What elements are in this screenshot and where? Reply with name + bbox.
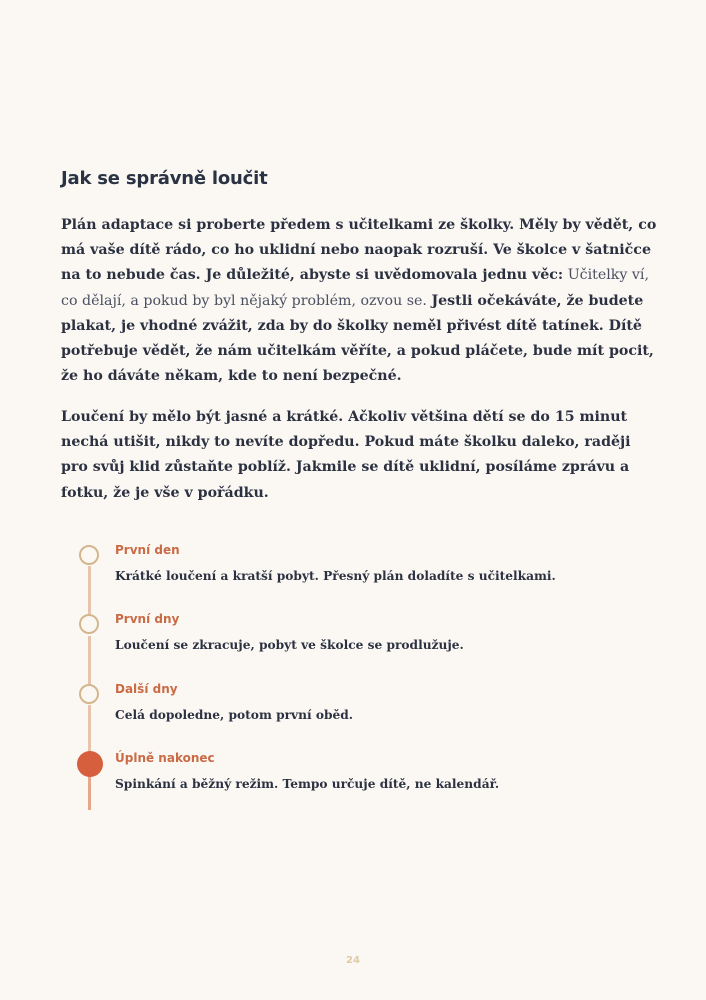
- paragraph-text: Plán adaptace si proberte předem s učitelkami ze školky. Měly by vědět, co má vaše dítě rádo, co ho uklidní nebo naopak rozruší. Ve školce v šatničce na to nebude čas. Je důležité, abyste si uvědomovala jednu věc:: [61, 217, 657, 284]
- timeline-step-title: První dny: [115, 612, 180, 626]
- timeline-step-text: Loučení se zkracuje, pobyt ve školce se prodlužuje.: [115, 638, 464, 652]
- timeline-connector: [88, 636, 91, 684]
- timeline-step-text: Spinkání a běžný režim. Tempo určuje dítě, ne kalendář.: [115, 777, 500, 791]
- timeline-step-title: První den: [115, 543, 180, 557]
- timeline-step-title: Další dny: [115, 682, 178, 696]
- timeline-connector: [88, 566, 91, 614]
- timeline-dot-current: [77, 751, 103, 777]
- teacher-quote: Učitelky ví, co dělají, a pokud by byl nějaký problém, ozvou se.: [61, 267, 649, 309]
- timeline-dot: [79, 684, 99, 704]
- timeline-connector: [88, 776, 91, 810]
- timeline-dot: [79, 614, 99, 634]
- paragraph-text: Jestli očekáváte, že budete plakat, je vhodné zvážit, zda by do školky neměl přivést dítě tatínek. Dítě potřebuje vědět, že nám učitelkám věříte, a pokud pláčete, bude mít pocit, že ho dáváte někam, kde to není bezpečné.: [61, 292, 654, 385]
- section-heading: Jak se správně loučit: [61, 168, 268, 189]
- timeline-step-title: Úplně nakonec: [115, 751, 215, 765]
- timeline-connector: [88, 705, 91, 752]
- timeline-step-text: Krátké loučení a kratší pobyt. Přesný plán doladíte s učitelkami.: [115, 569, 556, 583]
- paragraph-text: Loučení by mělo být jasné a krátké. Ačkoliv většina dětí se do 15 minut nechá utišit, nikdy to nevíte dopředu. Pokud máte školku daleko, raději pro svůj klid zůstaňte poblíž. Jakmile se dítě uklidní, posíláme zprávu a fotku, že je vše v pořádku.: [61, 409, 631, 501]
- page-number: 24: [346, 955, 360, 966]
- timeline-step-text: Celá dopoledne, potom první oběd.: [115, 708, 354, 722]
- timeline-dot: [79, 545, 99, 565]
